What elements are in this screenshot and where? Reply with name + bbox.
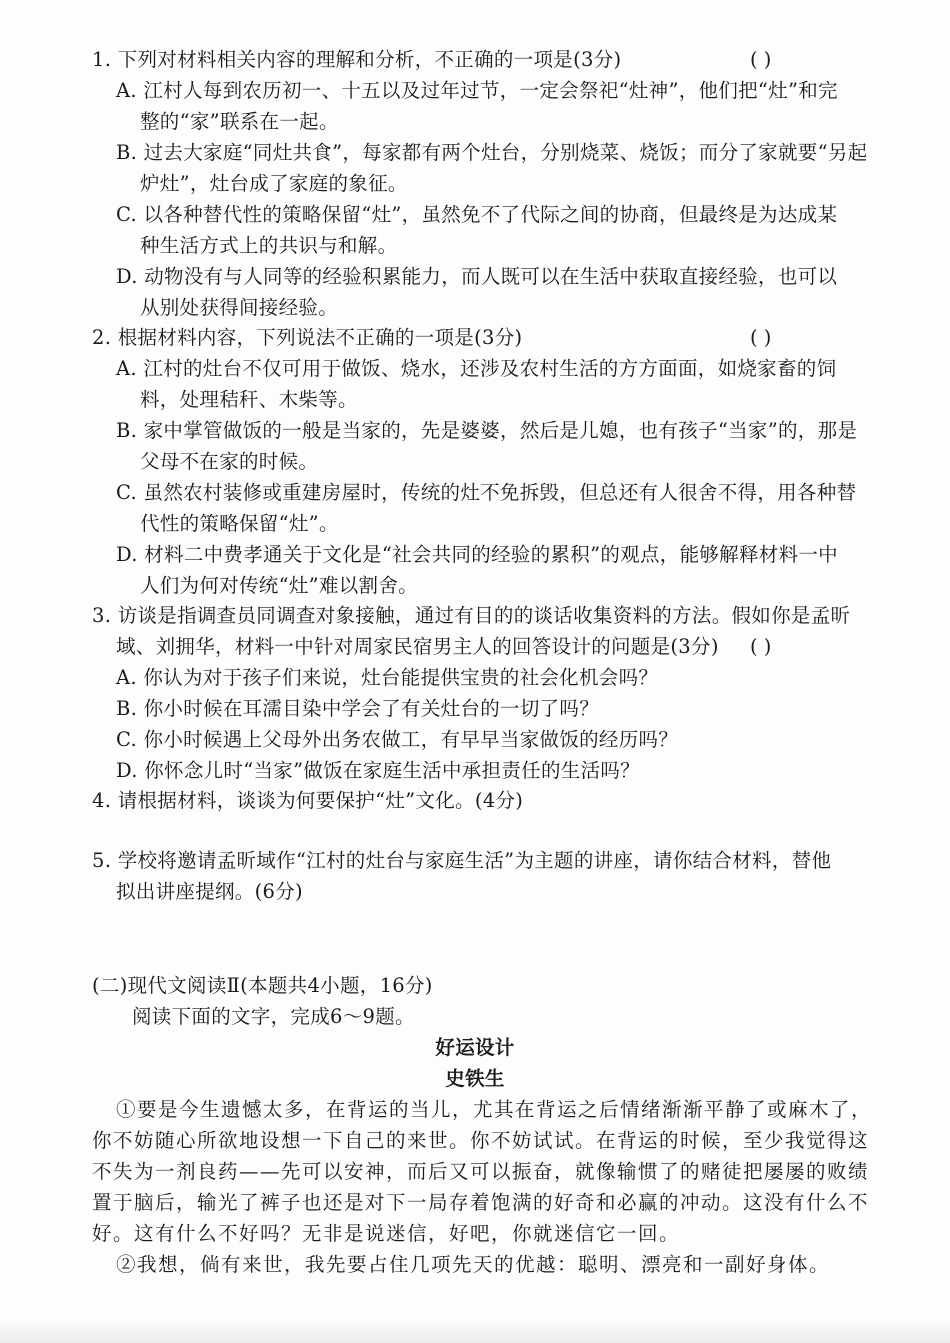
- article-author: 史铁生: [445, 1067, 505, 1090]
- question-3-option-c: C. 你小时候遇上父母外出务农做工，有早早当家做饭的经历吗？: [116, 728, 679, 751]
- question-2-option-a: A. 江村的灶台不仅可用于做饭、烧水，还涉及农村生活的方方面面，如烧家畜的饲: [116, 357, 837, 380]
- reading-instruction: 阅读下面的文字，完成6～9题。: [132, 1005, 415, 1028]
- question-3-answer-paren: ( ): [750, 635, 772, 658]
- question-1-option-c-cont: 种生活方式上的共识与和解。: [140, 234, 398, 257]
- question-2-option-a-cont: 料，处理秸秆、木柴等。: [140, 388, 358, 411]
- question-2-option-c-cont: 代性的策略保留“灶”。: [140, 512, 339, 535]
- article-paragraph-1-line-5: 好。这有什么不好吗？无非是说迷信，好吧，你就迷信它一回。: [92, 1222, 681, 1245]
- article-paragraph-2: ②我想，倘有来世，我先要占住几项先天的优越：聪明、漂亮和一副好身体。: [116, 1253, 831, 1276]
- question-2-stem: 2. 根据材料内容，下列说法不正确的一项是(3分): [92, 326, 523, 349]
- article-paragraph-1-line-3: 不失为一剂良药——先可以安神，而后又可以振奋，就像输惯了的赌徒把屡屡的败绩: [92, 1160, 870, 1183]
- question-2-option-b-cont: 父母不在家的时候。: [140, 450, 319, 473]
- question-1-answer-paren: ( ): [750, 48, 772, 71]
- question-1-option-a-cont: 整的“家”联系在一起。: [140, 110, 339, 133]
- question-1-stem: 1. 下列对材料相关内容的理解和分析，不正确的一项是(3分): [92, 48, 622, 71]
- question-2-answer-paren: ( ): [750, 326, 772, 349]
- question-5-stem-cont: 拟出讲座提纲。(6分): [116, 880, 303, 903]
- question-5-stem: 5. 学校将邀请孟昕域作“江村的灶台与家庭生活”为主题的讲座，请你结合材料，替他: [92, 849, 832, 872]
- question-1-option-b: B. 过去大家庭“同灶共食”，每家都有两个灶台，分别烧菜、烧饭；而分了家就要“另起: [116, 141, 868, 164]
- section-header: (二)现代文阅读Ⅱ(本题共4小题，16分): [92, 974, 433, 997]
- question-2-option-d: D. 材料二中费孝通关于文化是“社会共同的经验的累积”的观点，能够解释材料一中: [116, 543, 838, 566]
- question-3-option-b: B. 你小时候在耳濡目染中学会了有关灶台的一切了吗？: [116, 697, 600, 720]
- article-paragraph-1-line-4: 置于脑后，输光了裤子也还是对下一局存着饱满的好奇和必赢的冲动。这没有什么不: [92, 1191, 870, 1214]
- question-1-option-c: C. 以各种替代性的策略保留“灶”，虽然免不了代际之间的协商，但最终是为达成某: [116, 203, 838, 226]
- question-3-stem: 3. 访谈是指调查员同调查对象接触，通过有目的的谈话收集资料的方法。假如你是孟昕: [92, 604, 851, 627]
- question-2-option-c: C. 虽然农村装修或重建房屋时，传统的灶不免拆毁，但总还有人很舍不得，用各种替: [116, 481, 857, 504]
- question-1-option-b-cont: 炉灶”，灶台成了家庭的象征。: [140, 172, 408, 195]
- question-3-option-d: D. 你怀念儿时“当家”做饭在家庭生活中承担责任的生活吗？: [116, 759, 640, 782]
- question-3-stem-cont: 域、刘拥华，材料一中针对周家民宿男主人的回答设计的问题是(3分): [116, 635, 719, 658]
- question-4-stem: 4. 请根据材料，谈谈为何要保护“灶”文化。(4分): [92, 789, 524, 812]
- question-2-option-d-cont: 人们为何对传统“灶”难以割舍。: [140, 574, 418, 597]
- article-paragraph-1-line-2: 你不妨随心所欲地设想一下自己的来世。你不妨试试。在背运的时候，至少我觉得这: [92, 1129, 870, 1152]
- question-1-option-a: A. 江村人每到农历初一、十五以及过年过节，一定会祭祀“灶神”，他们把“灶”和完: [116, 79, 838, 102]
- question-1-option-d: D. 动物没有与人同等的经验积累能力，而人既可以在生活中获取直接经验，也可以: [116, 265, 838, 288]
- article-title: 好运设计: [435, 1036, 515, 1059]
- page-bottom-edge: [0, 1318, 950, 1343]
- question-3-option-a: A. 你认为对于孩子们来说，灶台能提供宝贵的社会化机会吗？: [116, 666, 659, 689]
- article-paragraph-1: ①要是今生遗憾太多，在背运的当儿，尤其在背运之后情绪渐渐平静了或麻木了，: [116, 1098, 873, 1121]
- question-2-option-b: B. 家中掌管做饭的一般是当家的，先是婆婆，然后是儿媳，也有孩子“当家”的，那是: [116, 419, 858, 442]
- question-1-option-d-cont: 从别处获得间接经验。: [140, 296, 339, 319]
